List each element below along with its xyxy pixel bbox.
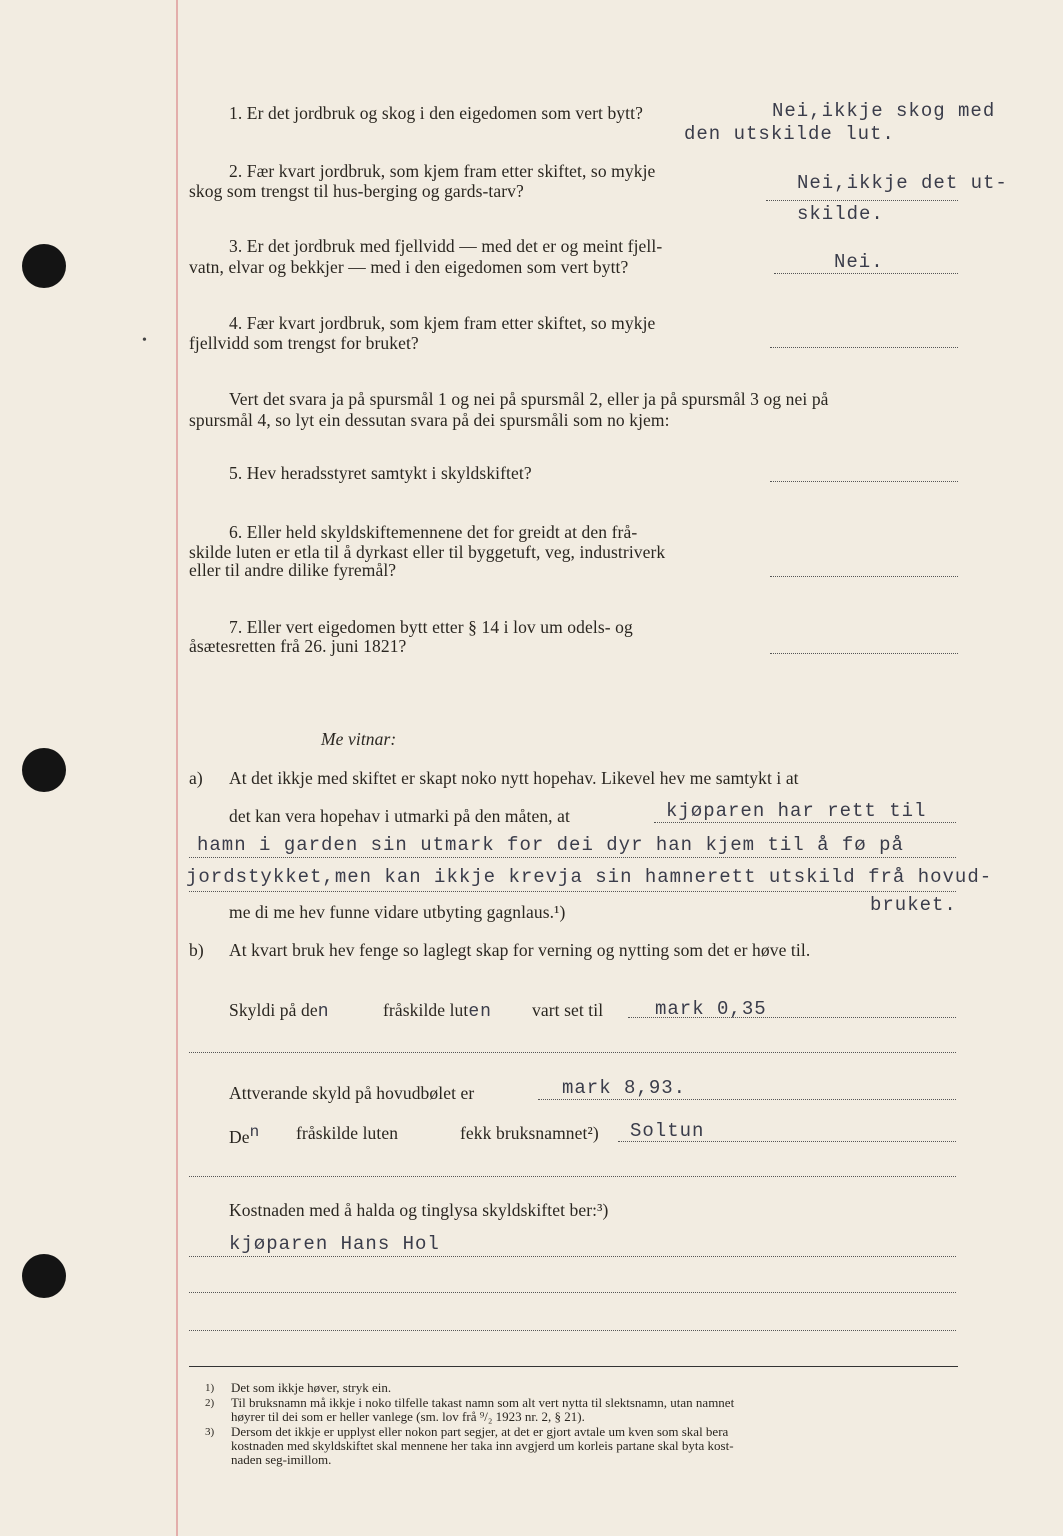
- kostnad-value: kjøparen Hans Hol: [229, 1233, 440, 1255]
- answer-1-line2: den utskilde lut.: [684, 123, 895, 145]
- answer-5-line: [770, 481, 958, 482]
- witness-a-line1: At det ikkje med skiftet er skapt noko nytt hopehav. Likevel hev me samtykt i at: [229, 768, 799, 788]
- kostnad-line-2: [189, 1292, 956, 1293]
- footnote-3: [205, 1425, 734, 1467]
- kostnad-label: Kostnaden med å halda og tinglysa skyldskiftet ber:³): [229, 1200, 609, 1220]
- skyld-extra-line: [189, 1052, 956, 1053]
- question-6-line3: eller til andre dilike fyremål?: [189, 560, 397, 580]
- hopehav-typed-4: bruket.: [870, 894, 957, 916]
- question-7-line2: åsætesretten frå 26. juni 1821?: [189, 636, 407, 656]
- skyld-label-a: [229, 1000, 330, 1022]
- answer-2-line2: skilde.: [797, 203, 884, 225]
- witness-a-line2: det kan vera hopehav i utmarki på den måten, at: [229, 806, 570, 826]
- hopehav-typed-2: hamn i garden sin utmark for dei dyr han kjem til å fø på: [197, 834, 904, 856]
- hopehav-line-3: [189, 891, 956, 892]
- answer-1-line1: Nei,ikkje skog med: [772, 100, 996, 122]
- question-6-line1: 6. Eller held skyldskiftemennene det for greidt at den frå-: [229, 522, 638, 542]
- bruksnamn-label-c: fekk bruksnamnet²): [460, 1123, 599, 1143]
- answer-2-line: [766, 200, 958, 201]
- bruksnamn-value: Soltun: [630, 1120, 705, 1142]
- question-5: 5. Hev heradsstyret samtykt i skyldskiftet?: [229, 463, 532, 483]
- bruksnamn-label-a-text: De: [229, 1126, 250, 1147]
- question-2-line1: 2. Fær kvart jordbruk, som kjem fram etter skiftet, so mykje: [229, 161, 656, 181]
- skyld-label-a-hand: n: [317, 1002, 330, 1022]
- witness-a-label: a): [189, 768, 203, 788]
- attverande-value: mark 8,93.: [562, 1077, 687, 1099]
- skyld-label-b-hand: en: [468, 1002, 492, 1022]
- punch-hole: [22, 1254, 66, 1298]
- footnote-2: [205, 1396, 734, 1424]
- footnote-3-text-1: Dersom det ikkje er upplyst eller nokon part segjer, at det er gjort avtale um kven som skal bera: [231, 1424, 729, 1439]
- footnote-1-text: Det som ikkje høver, stryk ein.: [231, 1380, 392, 1395]
- question-6-line2: skilde luten er etla til å dyrkast eller til byggetuft, veg, industriverk: [189, 542, 666, 562]
- intro-line1: Vert det svara ja på spursmål 1 og nei på spursmål 2, eller ja på spursmål 3 og nei på: [229, 389, 829, 409]
- question-3-line2: vatn, elvar og bekkjer — med i den eigedomen som vert bytt?: [189, 257, 629, 277]
- footnote-rule: [189, 1366, 958, 1367]
- answer-7-line: [770, 653, 958, 654]
- footnote-3-num: 3): [205, 1426, 215, 1438]
- hopehav-line-2: [189, 857, 956, 858]
- answer-3-line: [774, 273, 958, 274]
- kostnad-line-1: [189, 1256, 956, 1257]
- punch-hole: [22, 748, 66, 792]
- skyld-label-a-text: Skyldi på de: [229, 1000, 318, 1020]
- margin-line: [176, 0, 178, 1536]
- witness-b-line: At kvart bruk hev fenge so laglegt skap for verning og nytting som det er høve til.: [229, 940, 811, 960]
- margin-mark: •: [142, 333, 147, 348]
- kostnad-line-3: [189, 1330, 956, 1331]
- footnote-2-num: 2): [205, 1397, 215, 1409]
- question-1: 1. Er det jordbruk og skog i den eigedomen som vert bytt?: [229, 103, 643, 123]
- bruksnamn-label-b: fråskilde luten: [296, 1123, 399, 1143]
- bruksnamn-label-a: [229, 1123, 260, 1148]
- bruksnamn-extra-line: [189, 1176, 956, 1177]
- question-3-line1: 3. Er det jordbruk med fjellvidd — med det er og meint fjell-: [229, 236, 663, 256]
- footnote-3-text-3: naden seg-imillom.: [231, 1452, 332, 1467]
- intro-line2: spursmål 4, so lyt ein dessutan svara på dei spursmåli som no kjem:: [189, 410, 670, 430]
- hopehav-typed-3: jordstykket,men kan ikkje krevja sin hamnerett utskild frå hovud-: [186, 866, 993, 888]
- question-2-line2: skog som trengst til hus-berging og gards-tarv?: [189, 181, 524, 201]
- answer-6-line: [770, 576, 958, 577]
- question-7-line1: 7. Eller vert eigedomen bytt etter § 14 i lov um odels- og: [229, 617, 633, 637]
- footnote-2-text-2: høyrer til dei som er heller vanlege (sm. lov frå ⁹/₂ 1923 nr. 2, § 21).: [231, 1409, 585, 1424]
- footnote-1: [205, 1381, 391, 1395]
- answer-4-line: [770, 347, 958, 348]
- punch-hole: [22, 244, 66, 288]
- answer-2-line1: Nei,ikkje det ut-: [797, 172, 1008, 194]
- hopehav-typed-1: kjøparen har rett til: [666, 800, 927, 822]
- attverande-value-line: [538, 1099, 956, 1100]
- skyld-value: mark 0,35: [655, 998, 767, 1020]
- question-4-line2: fjellvidd som trengst for bruket?: [189, 333, 419, 353]
- witness-heading: Me vitnar:: [321, 729, 397, 749]
- question-4-line1: 4. Fær kvart jordbruk, som kjem fram etter skiftet, so mykje: [229, 313, 656, 333]
- footnote-3-text-2: kostnaden med skyldskiftet skal mennene her taka inn avgjerd um korleis partane skal byta kost-: [231, 1438, 734, 1453]
- hopehav-line-1: [654, 822, 956, 823]
- footnote-2-text-1: Til bruksnamn må ikkje i noko tilfelle takast namn som alt vert nytta til slektsnamn, utan namnet: [231, 1395, 735, 1410]
- skyld-label-c: vart set til: [532, 1000, 604, 1020]
- skyld-label-b-text: fråskilde lut: [383, 1000, 469, 1020]
- skyld-label-b: [383, 1000, 492, 1022]
- answer-3: Nei.: [834, 251, 884, 273]
- footnote-1-num: 1): [205, 1382, 215, 1394]
- attverande-label: Attverande skyld på hovudbølet er: [229, 1083, 475, 1103]
- witness-a-line3: me di me hev funne vidare utbyting gagnlaus.¹): [229, 902, 566, 922]
- witness-b-label: b): [189, 940, 204, 960]
- bruksnamn-label-a-hand: n: [249, 1123, 261, 1141]
